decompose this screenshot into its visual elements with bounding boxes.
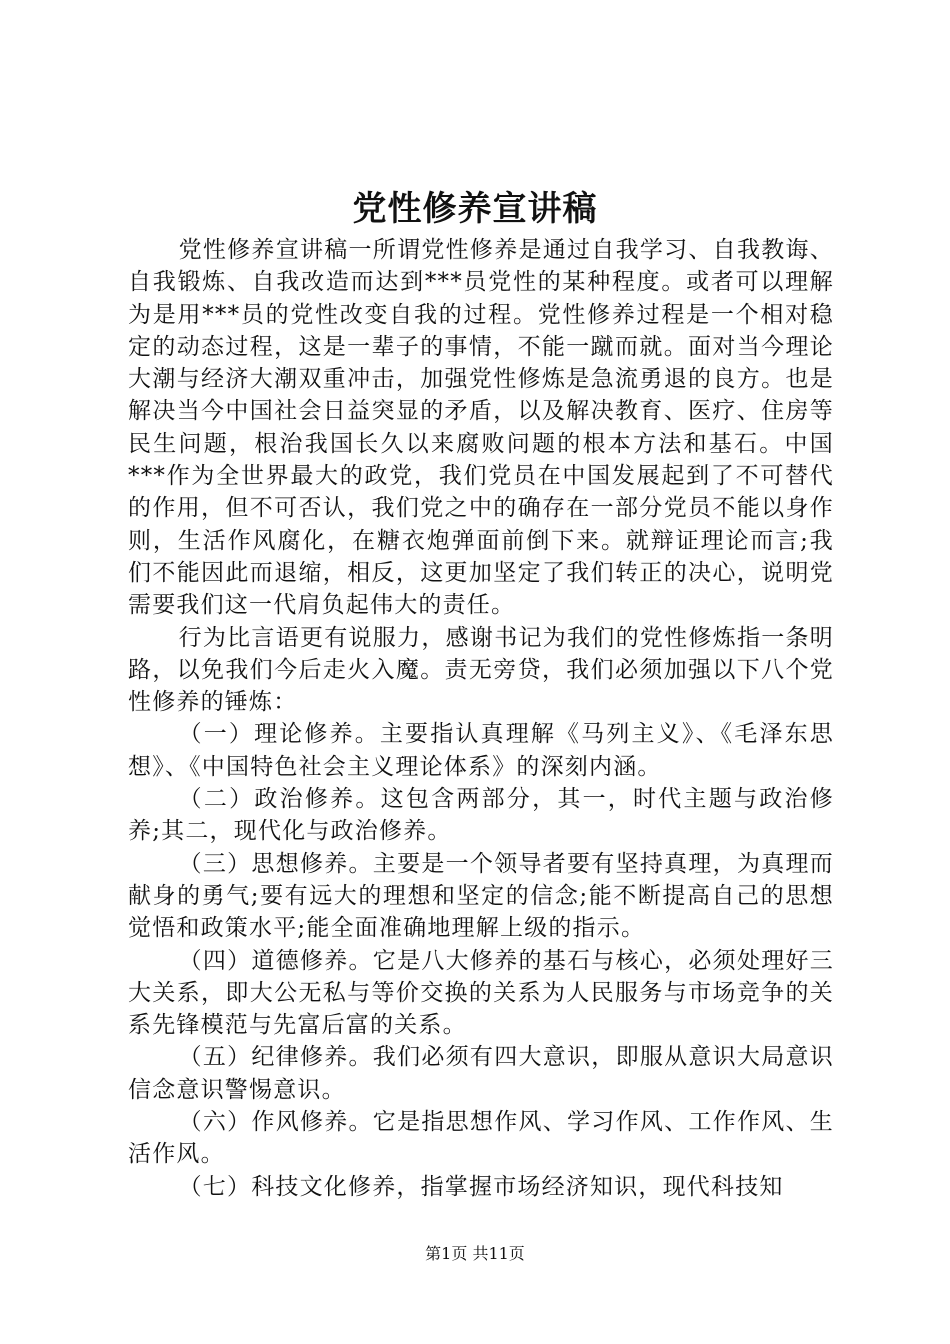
document-body (128, 234, 834, 1203)
paragraph-intro: 党性修养宣讲稿一所谓党性修养是通过自我学习、自我教诲、自我锻炼、自我改造而达到***员党性的某种程度。或者可以理解为是用***员的党性改变自我的过程。党性修养过程是一个相对稳定的动态过程，这是一辈子的事情，不能一蹴而就。面对当今理论大潮与经济大潮双重冲击，加强党性修炼是急流勇退的良方。也是解决当今中国社会日益突显的矛盾，以及解决教育、医疗、住房等民生问题，根治我国长久以来腐败问题的根本方法和基石。中国***作为全世界最大的政党，我们党员在中国发展起到了不可替代的作用，但不可否认，我们党之中的确存在一部分党员不能以身作则，生活作风腐化，在糖衣炮弹面前倒下来。就辩证理论而言;我们不能因此而退缩，相反，这更加坚定了我们转正的决心，说明党需要我们这一代肩负起伟大的责任。 (128, 237, 834, 619)
document-title: 党性修养宣讲稿 (352, 189, 598, 229)
paragraph-item-1: （一）理论修养。主要指认真理解《马列主义》、《毛泽东思想》、《中国特色社会主义理论体系》的深刻内涵。 (128, 721, 834, 780)
paragraph-item-4: （四）道德修养。它是八大修养的基石与核心，必须处理好三大关系，即大公无私与等价交换的关系为人民服务与市场竞争的关系先锋模范与先富后富的关系。 (128, 947, 834, 1039)
paragraph-transition: 行为比言语更有说服力，感谢书记为我们的党性修炼指一条明路，以免我们今后走火入魔。责无旁贷，我们必须加强以下八个党性修养的锤炼： (128, 624, 834, 716)
page-footer: 第1页 共11页 (425, 1244, 525, 1263)
paragraph-item-2: （二）政治修养。这包含两部分，其一，时代主题与政治修养;其二，现代化与政治修养。 (128, 786, 834, 845)
paragraph-item-7: （七）科技文化修养，指掌握市场经济知识，现代科技知 (178, 1173, 784, 1200)
paragraph-item-5: （五）纪律修养。我们必须有四大意识，即服从意识大局意识信念意识警惕意识。 (128, 1044, 834, 1103)
paragraph-item-6: （六）作风修养。它是指思想作风、学习作风、工作作风、生活作风。 (128, 1109, 834, 1168)
paragraph-item-3: （三）思想修养。主要是一个领导者要有坚持真理，为真理而献身的勇气;要有远大的理想和坚定的信念;能不断提高自己的思想觉悟和政策水平;能全面准确地理解上级的指示。 (128, 850, 834, 942)
